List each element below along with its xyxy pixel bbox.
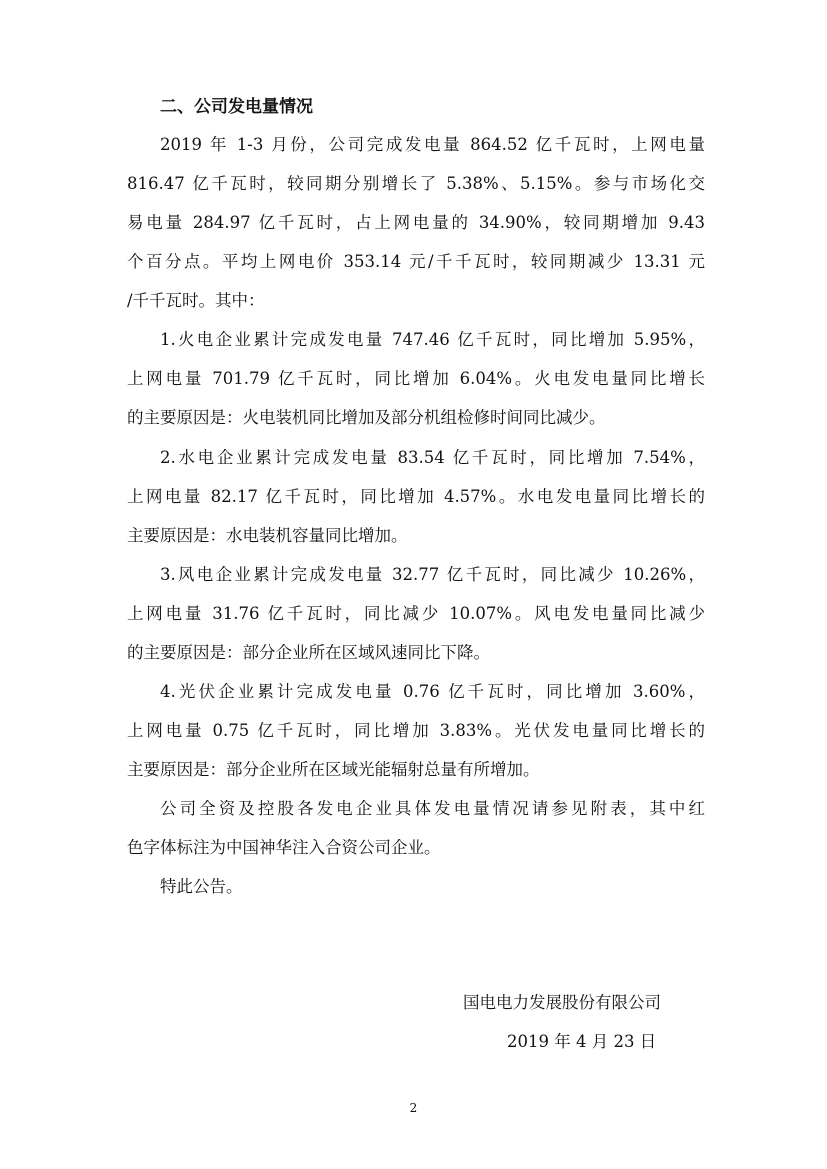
paragraph-line: 的主要原因是：部分企业所在区域风速同比下降。 xyxy=(127,643,490,662)
closing-line: 特此公告。 xyxy=(160,877,243,896)
paragraph-line: 上网电量 701.79 亿千瓦时，同比增加 6.04%。火电发电量同比增长 xyxy=(127,369,705,388)
paragraph-line: 的主要原因是：火电装机同比增加及部分机组检修时间同比减少。 xyxy=(127,408,606,427)
paragraph-line: /千千瓦时。其中： xyxy=(127,291,265,310)
paragraph-line: 主要原因是：部分企业所在区域光能辐射总量有所增加。 xyxy=(127,760,540,779)
paragraph-line: 上网电量 31.76 亿千瓦时，同比减少 10.07%。风电发电量同比减少 xyxy=(127,604,705,623)
signature-company: 国电电力发展股份有限公司 xyxy=(463,993,661,1012)
paragraph-line: 2.水电企业累计完成发电量 83.54 亿千瓦时，同比增加 7.54%， xyxy=(160,448,705,467)
paragraph-line: 3.风电企业累计完成发电量 32.77 亿千瓦时，同比减少 10.26%， xyxy=(160,565,705,584)
paragraph-line: 主要原因是：水电装机容量同比增加。 xyxy=(127,526,408,545)
page-number: 2 xyxy=(409,1101,418,1115)
paragraph-line: 上网电量 0.75 亿千瓦时，同比增加 3.83%。光伏发电量同比增长的 xyxy=(127,721,705,740)
paragraph-line: 1.火电企业累计完成发电量 747.46 亿千瓦时，同比增加 5.95%， xyxy=(160,330,705,349)
paragraph-line: 公司全资及控股各发电企业具体发电量情况请参见附表，其中红 xyxy=(160,799,705,818)
paragraph-line: 色字体标注为中国神华注入合资公司企业。 xyxy=(127,838,441,857)
paragraph-line: 上网电量 82.17 亿千瓦时，同比增加 4.57%。水电发电量同比增长的 xyxy=(127,487,705,506)
paragraph-line: 2019 年 1-3 月份，公司完成发电量 864.52 亿千瓦时，上网电量 xyxy=(160,135,705,154)
paragraph-line: 816.47 亿千瓦时，较同期分别增长了 5.38%、5.15%。参与市场化交 xyxy=(127,174,705,193)
paragraph-line: 4.光伏企业累计完成发电量 0.76 亿千瓦时，同比增加 3.60%， xyxy=(160,682,705,701)
paragraph-line: 个百分点。平均上网电价 353.14 元/千千瓦时，较同期减少 13.31 元 xyxy=(127,252,705,271)
paragraph-line: 易电量 284.97 亿千瓦时，占上网电量的 34.90%，较同期增加 9.43 xyxy=(127,213,705,232)
signature-date: 2019 年 4 月 23 日 xyxy=(507,1032,657,1051)
section-heading: 二、公司发电量情况 xyxy=(160,97,313,117)
